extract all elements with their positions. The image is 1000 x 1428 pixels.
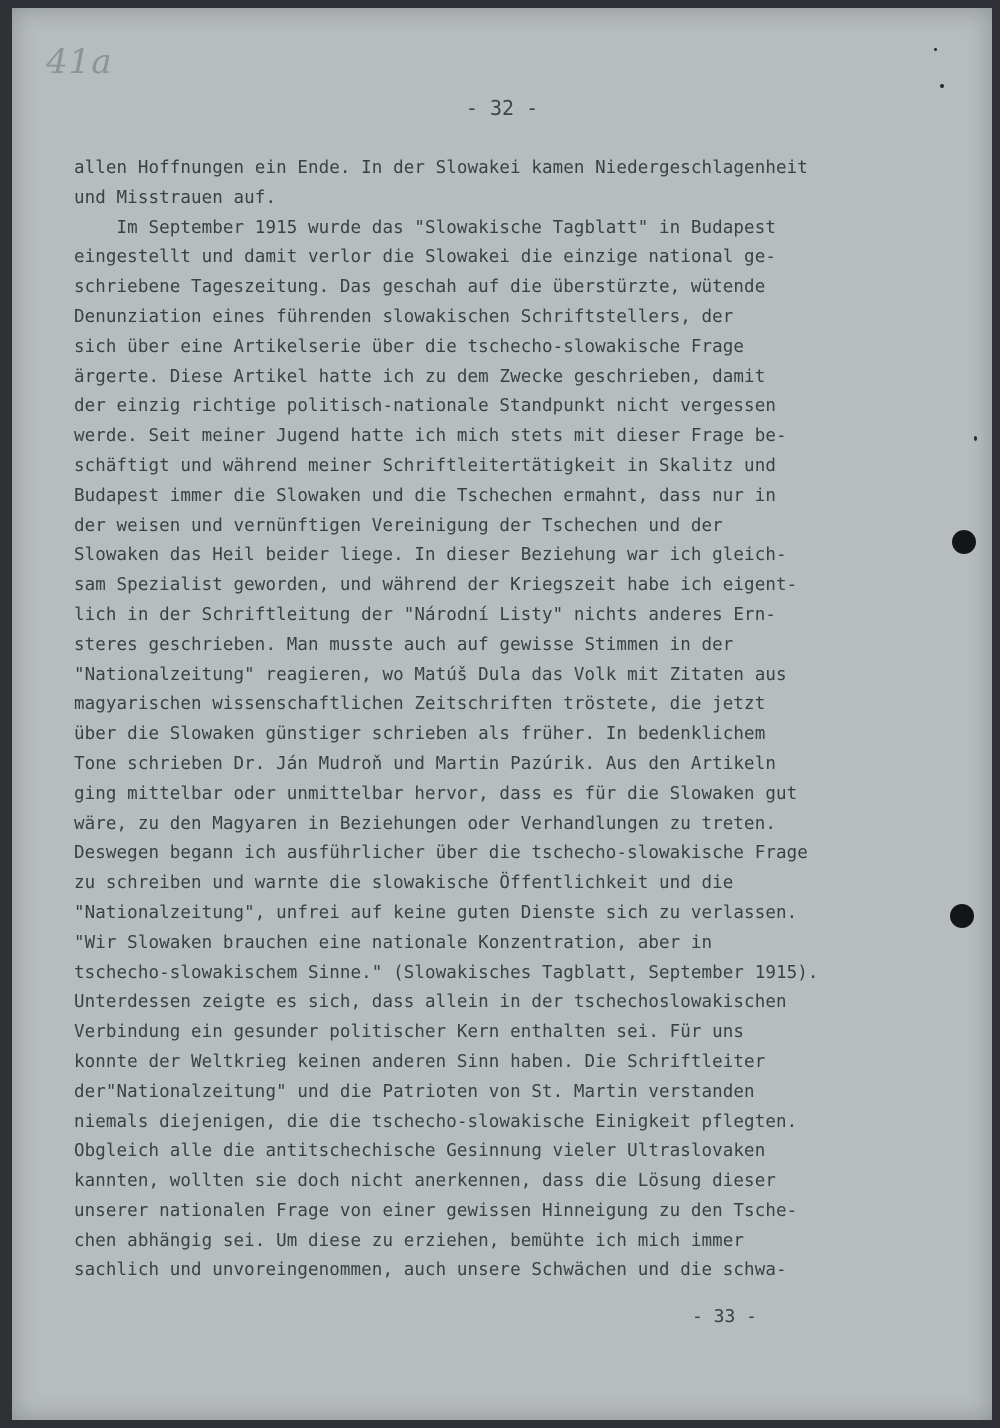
text-line: Budapest immer die Slowaken und die Tschechen ermahnt, dass nur in (74, 485, 776, 506)
text-line: tschecho-slowakischem Sinne." (Slowakisches Tagblatt, September 1915). (74, 962, 819, 983)
text-line: Verbindung ein gesunder politischer Kern enthalten sei. Für uns (74, 1022, 745, 1043)
document-page (12, 8, 992, 1420)
catchword-next-page: - 33 - (692, 1306, 758, 1327)
text-line: zu schreiben und warnte die slowakische Öffentlichkeit und die (74, 873, 734, 894)
text-line: werde. Seit meiner Jugend hatte ich mich stets mit dieser Frage be- (74, 426, 787, 447)
text-line: "Nationalzeitung" reagieren, wo Matúš Dula das Volk mit Zitaten aus (74, 664, 787, 685)
text-line: Unterdessen zeigte es sich, dass allein in der tschechoslowakischen (74, 992, 787, 1013)
text-line: steres geschrieben. Man musste auch auf gewisse Stimmen in der (74, 634, 734, 655)
text-line: niemals diejenigen, die die tschecho-slowakische Einigkeit pflegten. (74, 1111, 798, 1132)
text-line: Obgleich alle die antitschechische Gesinnung vieler Ultraslovaken (74, 1141, 766, 1162)
text-line: "Nationalzeitung", unfrei auf keine guten Dienste sich zu verlassen. (74, 902, 798, 923)
text-line: konnte der Weltkrieg keinen anderen Sinn haben. Die Schriftleiter (74, 1051, 766, 1072)
text-line: sachlich und unvoreingenommen, auch unsere Schwächen und die schwa- (74, 1260, 787, 1281)
text-line: sich über eine Artikelserie über die tschecho-slowakische Frage (74, 336, 745, 357)
text-line: allen Hoffnungen ein Ende. In der Slowakei kamen Niedergeschlagenheit (74, 158, 808, 178)
text-line: der"Nationalzeitung" und die Patrioten von St. Martin verstanden (74, 1081, 755, 1102)
text-line: der weisen und vernünftigen Vereinigung der Tschechen und der (74, 515, 723, 536)
text-line: schäftigt und während meiner Schriftleitertätigkeit in Skalitz und (74, 455, 776, 476)
archive-folio-mark: 41a (46, 42, 113, 82)
text-line: lich in der Schriftleitung der "Národní Listy" nichts anderes Ern- (74, 604, 776, 625)
text-line: Slowaken das Heil beider liege. In dieser Beziehung war ich gleich- (74, 545, 787, 566)
text-line: Denunziation eines führenden slowakischen Schriftstellers, der (74, 306, 734, 327)
text-line: ärgerte. Diese Artikel hatte ich zu dem Zwecke geschrieben, damit (74, 366, 766, 387)
text-line: "Wir Slowaken brauchen eine nationale Konzentration, aber in (74, 932, 713, 953)
punch-hole (952, 530, 976, 554)
text-line: magyarischen wissenschaftlichen Zeitschriften tröstete, die jetzt (74, 694, 766, 715)
text-line: kannten, wollten sie doch nicht anerkennen, dass die Lösung dieser (74, 1171, 776, 1192)
text-line: unserer nationalen Frage von einer gewissen Hinneigung zu den Tsche- (74, 1200, 798, 1221)
text-line: sam Spezialist geworden, und während der Kriegszeit habe ich eigent- (74, 575, 798, 596)
text-line: ging mittelbar oder unmittelbar hervor, dass es für die Slowaken gut (74, 783, 798, 804)
text-line: Tone schrieben Dr. Ján Mudroň und Martin Pazúrik. Aus den Artikeln (74, 753, 776, 774)
text-line: und Misstrauen auf. (74, 187, 277, 208)
text-line: schriebene Tageszeitung. Das geschah auf die überstürzte, wütende (74, 277, 766, 298)
paper-speck (974, 436, 977, 441)
page-number: - 32 - (465, 96, 539, 120)
text-line: Im September 1915 wurde das "Slowakische Tagblatt" in Budapest (74, 217, 776, 238)
text-line: Deswegen begann ich ausführlicher über die tschecho-slowakische Frage (74, 843, 808, 864)
paper-speck (940, 84, 944, 88)
body-text (74, 154, 954, 1286)
text-line: über die Slowaken günstiger schrieben als früher. In bedenklichem (74, 724, 766, 745)
text-line: chen abhängig sei. Um diese zu erziehen, bemühte ich mich immer (74, 1230, 745, 1251)
text-line: wäre, zu den Magyaren in Beziehungen oder Verhandlungen zu treten. (74, 813, 776, 834)
text-line: eingestellt und damit verlor die Slowakei die einzige national ge- (74, 247, 776, 268)
paper-speck (934, 48, 937, 51)
punch-hole (950, 904, 974, 928)
text-line: der einzig richtige politisch-nationale Standpunkt nicht vergessen (74, 396, 776, 417)
